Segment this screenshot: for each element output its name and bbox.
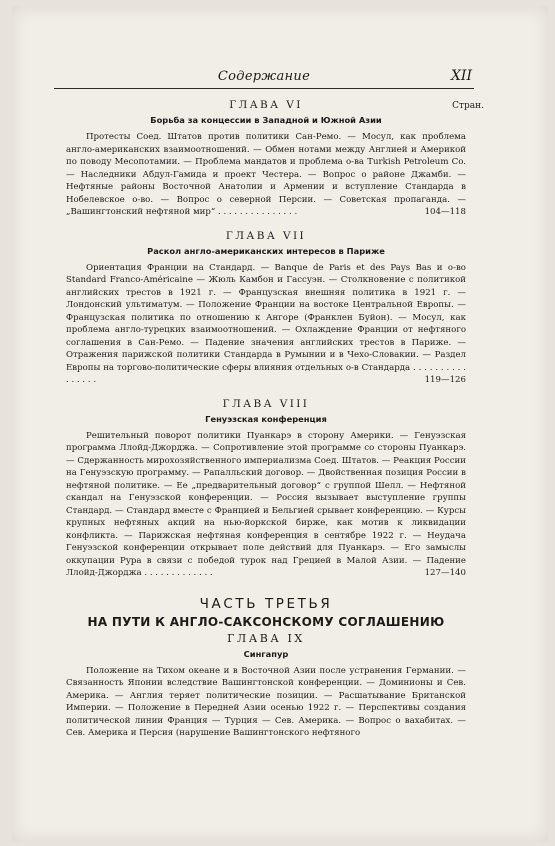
header-title: Содержание [217, 69, 311, 84]
chapter-pages: 104—118 [424, 207, 466, 217]
chapter-6 [66, 98, 466, 219]
chapter-summary: Протесты Соед. Штатов против политики Сан-Ремо. — Мосул, как проблема англо-американских взаимоотношений. — Обмен нотами между Англией и Америкой по поводу Месопотамии. — Проблема мандатов и проблема о-ва Turkish Petroleum Co. — Наследники Абдул-Гамида и проект Честера. — Вопрос о районе Джамби. — Нефтяные районы Восточной Анатолии и Армении и вступление Стандарда в Нобелевское о-во. — Вопрос о северной Персии. — Советская пропаганда. — „Вашингтонский нефтяной мир“ . . . . . . . . . . . . . . . 104—118 [66, 132, 466, 217]
book-page [12, 6, 548, 842]
running-header [54, 66, 474, 89]
contents-body [66, 98, 484, 740]
chapter-heading: ГЛАВА IX [227, 631, 305, 645]
header-page-number: XII [450, 68, 472, 84]
chapter-summary-text: Протесты Соед. Штатов против политики Сан-Ремо. — Мосул, как проблема англо-американских взаимоотношений. — Обмен нотами между Англией и Америкой по поводу Месопотамии. — Проблема мандатов и проблема о-ва Turkish Petroleum Co. — Наследники Абдул-Гамида и проект Честера. — Вопрос о районе Джамби. — Нефтяные районы Восточной Анатолии и Армении и вступление Стандарда в Нобелевское о-во. — Вопрос о северной Персии. — Советская пропаганда. — „Вашингтонский нефтяной мир“ [66, 132, 466, 217]
chapter-summary-text: Решительный поворот политики Пуанкарэ в сторону Америки. — Генуэзская программа Ллойд-Джорджа. — Сопротивление этой программе со стороны Пуанкарэ. — Сдержанность мирохозяйственного империализма Соед. Штатов. — Реакция России на Генуэзскую программу. — Рапалльский договор. — Двойственная позиция России в нефтяной политике. — Ее „предварительный договор“ с группой Шелл. — Нефтяной скандал на Генуэзской конференции. — Россия вызывает выступление группы Стандард. — Стандард вместе с Францией и Бельгией срывает конференцию. — Курсы крупных нефтяных акций на нью-йоркской бирже, как мотив к ликвидации конфликта. — Парижская нефтяная конференция в сентябре 1922 г. — Неудача Генуэзской конференции открывает поле действий для Пуанкарэ. — Его замыслы оккупации Рура в связи с победой турок над Грецией в Малой Азии. — Падение Ллойд-Джорджа [66, 430, 466, 578]
pages-column-label: Стран. [452, 101, 484, 111]
chapter-title: Сингапур [243, 648, 289, 659]
chapter-8 [66, 397, 466, 580]
chapter-heading: ГЛАВА VI [229, 99, 303, 111]
chapter-heading: ГЛАВА VII [225, 229, 307, 242]
chapter-summary: Положение на Тихом океане и в Восточной Азии после устранения Германии. — Связанность Японии вследствие Вашингтонской конференции. — Доминионы и Сев. Америка. — Англия теряет политические позиции. — Расшатывание Британской Империи. — Положение в Передней Азии осенью 1922 г. — Перспективы создания политической линии Франция — Турция — Сев. Америка. — Вопрос о вахабитах. — Сев. Америка и Персия (нарушение Вашингтонского нефтяного [66, 665, 466, 738]
chapter-summary-text: Ориентация Франции на Стандард. — Banque de Paris et des Pays Bas и о-во Standard Franco-Américaine — Жюль Камбон и Гассуэн. — Столкновение с политикой английских трестов в 1921 г. — Французская внешняя политика в 1921 г. — Лондонский ультиматум. — Положение Франции на востоке Центральной Европы. — Французская политика по отношению к Ангоре (Франклен Буйон). — Мосул, как проблема англо-турецких взаимоотношений. — Охлаждение Франции от нефтяного соглашения в Сан-Ремо. — Падение значения английских трестов в Париже. — Отражения парижской политики Стандарда в Румынии и в Чехо-Словакии. — Раздел Европы на торгово-политические сферы влияния отдельных о-в Стандарда [66, 262, 466, 373]
chapter-pages: 127—140 [424, 568, 466, 578]
chapter-summary: Ориентация Франции на Стандард. — Banque de Paris et des Pays Bas и о-во Standard Franco-Américaine — Жюль Камбон и Гассуэн. — Столкновение с политикой английских трестов в 1921 г. — Французская внешняя политика в 1921 г. — Лондонский ультиматум. — Положение Франции на востоке Центральной Европы. — Французская политика по отношению к Ангоре (Франклен Буйон). — Мосул, как проблема англо-турецких взаимоотношений. — Охлаждение Франции от нефтяного соглашения в Сан-Ремо. — Падение значения английских трестов в Париже. — Отражения парижской политики Стандарда в Румынии и в Чехо-Словакии. — Раздел Европы на торгово-политические сферы влияния отдельных о-в Стандарда . . . . . . . . . . . . . . . . 119—126 [66, 262, 466, 385]
chapter-heading: ГЛАВА VIII [222, 397, 310, 410]
part-heading: ЧАСТЬ ТРЕТЬЯ [199, 595, 333, 612]
chapter-title: Генуэзская конференция [205, 413, 327, 424]
part-title: НА ПУТИ К АНГЛО-САКСОНСКОМУ СОГЛАШЕНИЮ [87, 614, 445, 629]
chapter-title: Раскол англо-американских интересов в Париже [147, 245, 385, 256]
chapter-title: Борьба за концессии в Западной и Южной Азии [150, 115, 382, 125]
chapter-summary: Решительный поворот политики Пуанкарэ в сторону Америки. — Генуэзская программа Ллойд-Джорджа. — Сопротивление этой программе со стороны Пуанкарэ. — Сдержанность мирохозяйственного империализма Соед. Штатов. — Реакция России на Генуэзскую программу. — Рапалльский договор. — Двойственная позиция России в нефтяной политике. — Ее „предварительный договор“ с группой Шелл. — Нефтяной скандал на Генуэзской конференции. — Россия вызывает выступление группы Стандард. — Стандард вместе с Францией и Бельгией срывает конференцию. — Курсы крупных нефтяных акций на нью-йоркской бирже, как мотив к ликвидации конфликта. — Парижская нефтяная конференция в сентябре 1922 г. — Неудача Генуэзской конференции открывает поле действий для Пуанкарэ. — Его замыслы оккупации Рура в связи с победой турок над Грецией в Малой Азии. — Падение Ллойд-Джорджа . . . . . . . . . . . . . 127—140 [66, 430, 466, 578]
chapter-7 [66, 229, 466, 387]
part-three [66, 596, 466, 740]
chapter-pages: 119—126 [424, 375, 466, 385]
